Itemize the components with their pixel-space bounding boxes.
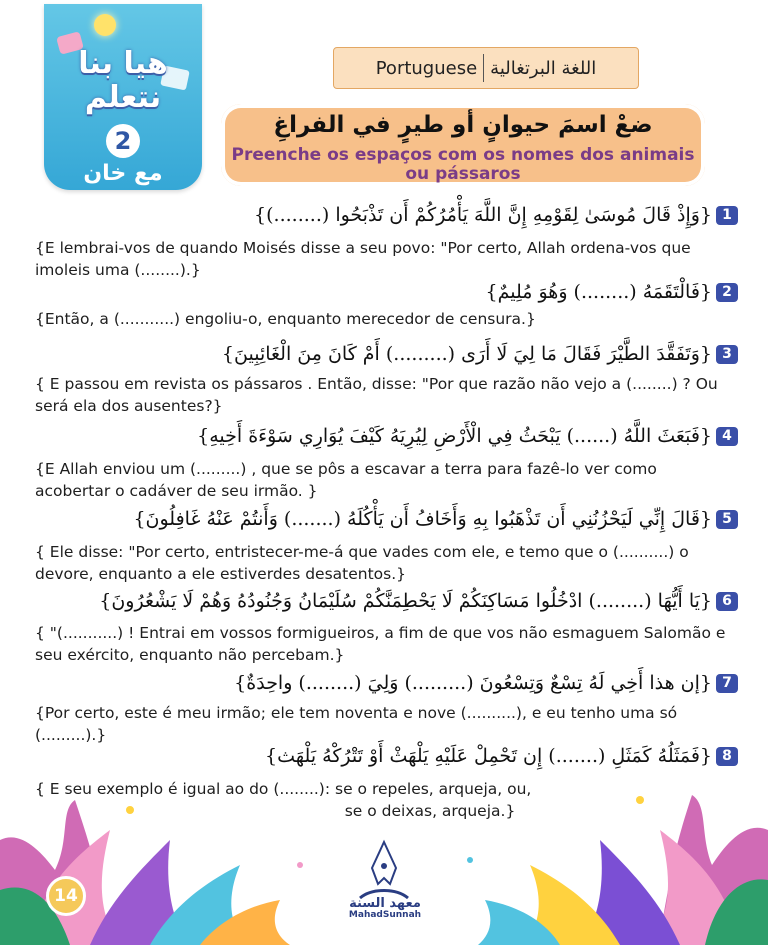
verse-text: {فَالْتَقَمَهُ (........) وَهُوَ مُلِيمٌ} — [485, 281, 712, 303]
verse-2-portuguese: {Então, a (...........) engoliu-o, enquanto merecedor de censura.} — [35, 310, 536, 328]
instruction-box — [221, 104, 705, 186]
logo-number: 2 — [106, 124, 140, 158]
item-number-badge: 4 — [716, 427, 738, 446]
instruction-arabic: ضعْ اسمَ حيوانٍ أو طيرٍ في الفراغِ — [273, 112, 653, 138]
verse-text: {فَبَعَثَ اللَّهُ (......) يَبْحَثُ فِي الْأَرْضِ لِيُرِيَهُ كَيْفَ يُوَارِي سَوْءَةَ أَخِيهِ} — [197, 425, 712, 447]
item-number-badge: 5 — [716, 510, 738, 529]
verse-6-arabic — [99, 590, 738, 612]
item-number-badge: 6 — [716, 592, 738, 611]
verse-8-arabic — [265, 745, 738, 767]
verse-7-arabic — [234, 672, 738, 694]
verse-text: {يَا أَيُّهَا (........) ادْخُلُوا مَسَاكِنَكُمْ لَا يَحْطِمَنَّكُمْ سُلَيْمَانُ وَجُنُودُهُ وَهُمْ لَا يَشْعُرُونَ} — [99, 590, 712, 612]
lightbulb-icon — [94, 14, 116, 36]
item-number-badge: 3 — [716, 345, 738, 364]
item-number-badge: 2 — [716, 283, 738, 302]
verse-4-portuguese: {E Allah enviou um (.........) , que se pôs a escavar a terra para fazê-lo ver como acobertar o cadáver de seu irmão. } — [35, 460, 657, 500]
verse-text: {إن هذا أَخِي لَهُ تِسْعٌ وَتِسْعُونَ (.........) وَلِيَ (........) واحِدَةٌ} — [234, 672, 712, 694]
verse-7-portuguese: {Por certo, este é meu irmão; ele tem noventa e nove (..........), e eu tenho uma só (.........).} — [35, 704, 678, 744]
verse-text: {فَمَثَلُهُ كَمَثَلِ (.......) إِن تَحْمِلْ عَلَيْهِ يَلْهَثْ أَوْ تَتْرُكْهُ يَلْهَث} — [265, 745, 712, 767]
page-number: 14 — [46, 876, 86, 916]
language-divider — [483, 54, 484, 82]
logo-line-1: هيا بنا — [78, 46, 168, 81]
logo-line-2: نتعلم — [84, 80, 162, 115]
verse-5-portuguese: { Ele disse: "Por certo, entristecer-me-á que vades com ele, e temo que o (..........) o devore, enquanto a ele estiverdes desatentos.} — [35, 543, 689, 583]
verse-8-portuguese-line-1: { E seu exemplo é igual ao do (........): se o repeles, arqueja, ou, — [35, 780, 532, 798]
item-number-badge: 7 — [716, 674, 738, 693]
verse-3-arabic — [222, 343, 738, 365]
publisher-name-arabic: معهد السنة — [349, 896, 421, 911]
language-english: Portuguese — [375, 57, 478, 79]
verse-5-arabic — [133, 508, 738, 530]
series-logo — [44, 4, 202, 190]
verse-2-arabic — [486, 281, 738, 303]
verse-4-arabic — [197, 425, 738, 447]
language-arabic: اللغة البرتغالية — [490, 57, 597, 79]
verse-3-portuguese: { E passou em revista os pássaros . Então, disse: "Por que razão não vejo a (........) ? Ou será ela dos ausentes?} — [35, 375, 718, 415]
verse-8-portuguese-line-2: se o deixas, arqueja.} — [344, 802, 516, 820]
verse-1-portuguese: {E lembrai-vos de quando Moisés disse a seu povo: "Por certo, Allah ordena-vos que imoleis uma (........).} — [35, 239, 691, 279]
verse-text: {وَتَفَقَّدَ الطَّيْرَ فَقَالَ مَا لِيَ لَا أَرَى (.........) أَمْ كَانَ مِنَ الْغَائِبِينَ} — [221, 343, 712, 365]
verse-6-portuguese: { "(...........) ! Entrai em vossos formigueiros, a fim de que vos não esmaguem Salomão e seu exército, enquanto não percebam.} — [35, 624, 726, 664]
item-number-badge: 8 — [716, 747, 738, 766]
verse-text: {قَالَ إِنِّي لَيَحْزُنُنِي أَن تَذْهَبُوا بِهِ وَأَخَافُ أَن يَأْكُلَهُ (.......) وَأَنتُمْ عَنْهُ غَافِلُونَ} — [133, 508, 712, 530]
language-label — [333, 47, 639, 89]
verse-1-arabic — [254, 204, 738, 226]
verse-text: {وَإِذْ قَالَ مُوسَىٰ لِقَوْمِهِ إِنَّ اللَّهَ يَأْمُرُكُمْ أَن تَذْبَحُوا (........)} — [254, 204, 712, 226]
logo-brand: مع خان — [83, 161, 163, 186]
publisher-name: MahadSunnah — [348, 910, 422, 920]
instruction-portuguese-text: Preenche os espaços com os nomes dos animais ou pássaros — [231, 145, 695, 184]
instruction-portuguese — [221, 146, 705, 184]
item-number-badge: 1 — [716, 206, 738, 225]
